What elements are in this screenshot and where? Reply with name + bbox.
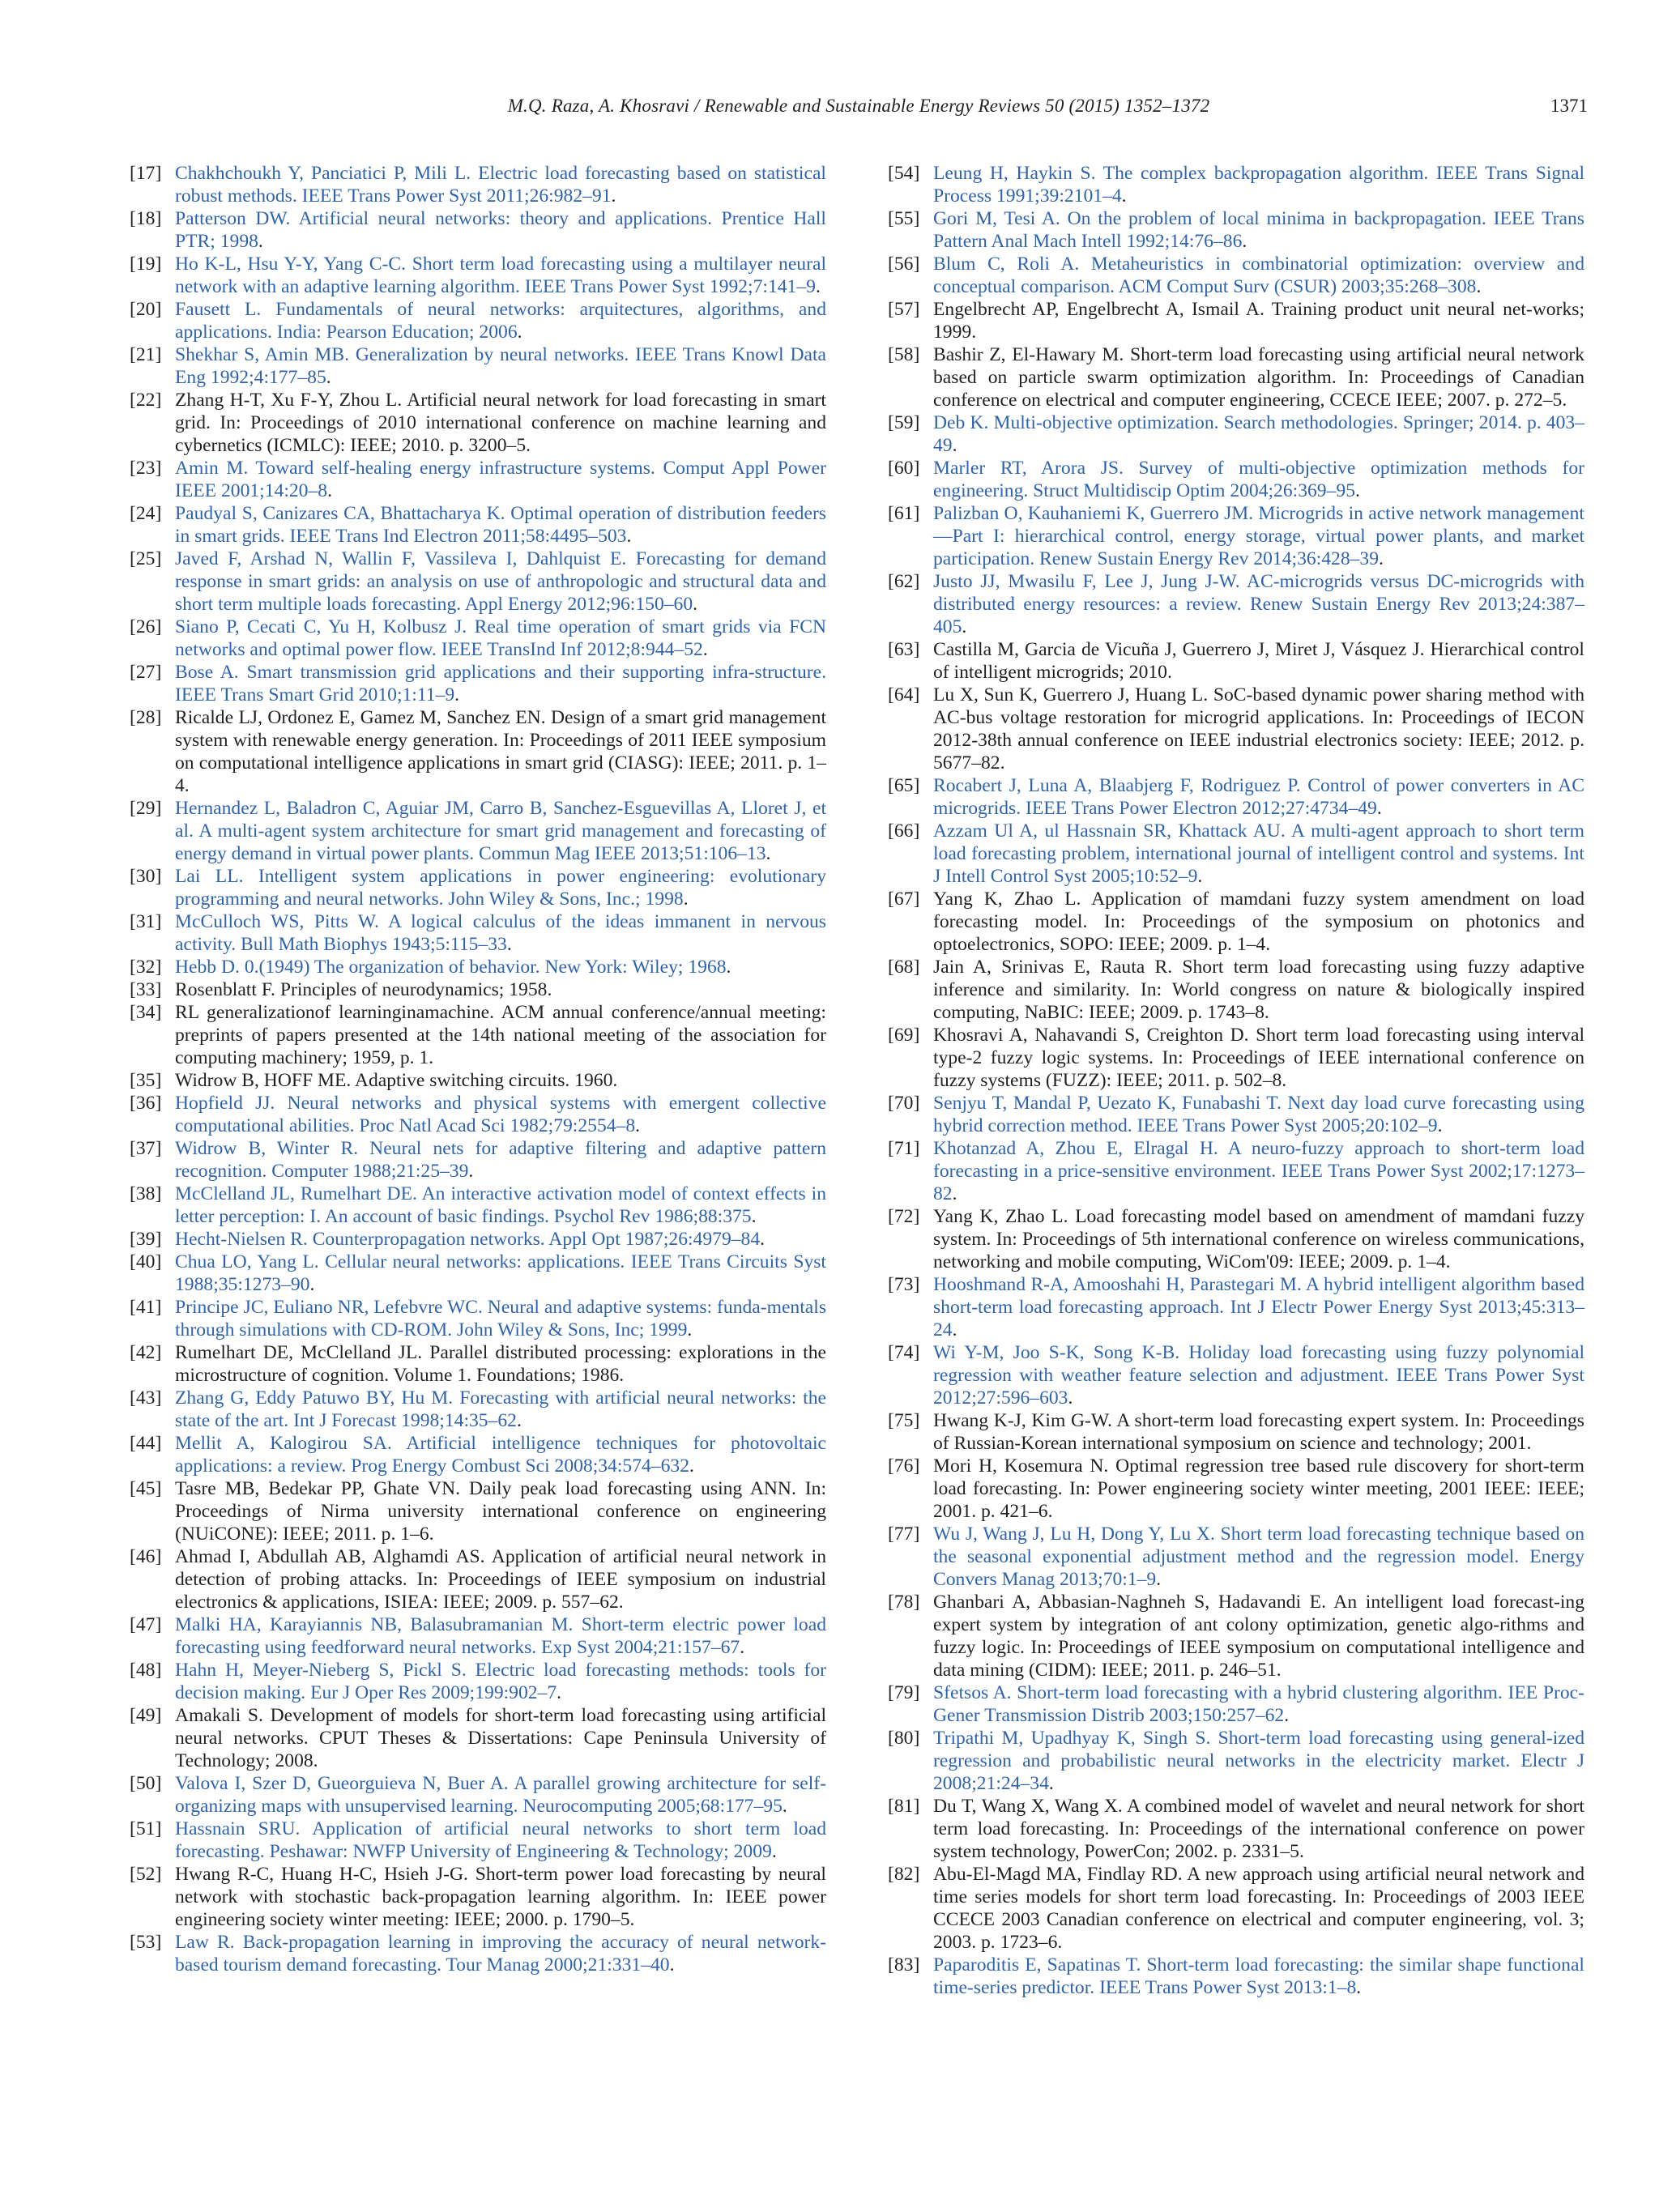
- reference-text: Tasre MB, Bedekar PP, Ghate VN. Daily peak load forecasting using ANN. In: Proceedings of Nirma university international conference on engineering (NUiCONE): IEEE; 2011. p. 1–6.: [175, 1478, 826, 1545]
- reference-item: [888, 888, 1584, 956]
- reference-number: [77]: [888, 1524, 920, 1545]
- reference-period: .: [693, 594, 698, 615]
- reference-item: [888, 684, 1584, 774]
- reference-link[interactable]: Shekhar S, Amin MB. Generalization by neural networks. IEEE Trans Knowl Data Eng 1992;4:177–85: [175, 344, 826, 388]
- reference-link[interactable]: Lai LL. Intelligent system applications in power engineering: evolutionary programming and neural networks. John Wiley & Sons, Inc.; 1998: [175, 866, 826, 910]
- reference-number: [66]: [888, 820, 920, 842]
- reference-item: [888, 638, 1584, 684]
- reference-number: [33]: [130, 979, 162, 1000]
- reference-text: RL generalizationof learninginamachine. ACM annual conference/annual meeting: preprints of papers presented at the 14th national meeting of the association for computing machinery; 1959, p. 1.: [175, 1002, 826, 1068]
- reference-period: .: [1197, 866, 1203, 887]
- reference-link[interactable]: Hecht-Nielsen R. Counterpropagation networks. Appl Opt 1987;26:4979–84: [175, 1229, 761, 1250]
- reference-period: .: [760, 1229, 766, 1250]
- reference-item: [130, 1772, 826, 1818]
- reference-link[interactable]: Blum C, Roli A. Metaheuristics in combinatorial optimization: overview and conceptual comparison. ACM Comput Surv (CSUR) 2003;35:268–308: [933, 254, 1584, 297]
- reference-period: .: [669, 1954, 675, 1975]
- reference-item: [888, 1205, 1584, 1273]
- reference-number: [58]: [888, 344, 920, 365]
- reference-link[interactable]: Wi Y-M, Joo S-K, Song K-B. Holiday load forecasting using fuzzy polynomial regression with weather feature selection and adjustment. IEEE Trans Power Syst 2012;27:596–603: [933, 1342, 1584, 1409]
- reference-number: [47]: [130, 1614, 162, 1635]
- reference-item: [130, 661, 826, 706]
- reference-text: Jain A, Srinivas E, Rauta R. Short term load forecasting using fuzzy adaptive inference and similarity. In: World congress on nature & biologically inspired computing, NaBIC: IEEE; 2009. p. 1743–8.: [933, 957, 1584, 1023]
- reference-item: [130, 1613, 826, 1659]
- reference-period: .: [611, 185, 616, 207]
- reference-item: [130, 1092, 826, 1137]
- reference-item: [130, 1296, 826, 1341]
- reference-item: [130, 207, 826, 253]
- reference-item: [130, 343, 826, 389]
- reference-text: Rosenblatt F. Principles of neurodynamics; 1958.: [175, 979, 552, 1000]
- reference-number: [51]: [130, 1818, 162, 1839]
- reference-number: [69]: [888, 1025, 920, 1046]
- reference-number: [19]: [130, 254, 162, 275]
- reference-number: [63]: [888, 639, 920, 660]
- reference-period: .: [766, 843, 771, 864]
- reference-link[interactable]: McCulloch WS, Pitts W. A logical calculus of the ideas immanent in nervous activity. Bull Math Biophys 1943;5:115–33: [175, 911, 826, 955]
- reference-item: [888, 1863, 1584, 1954]
- reference-item: [130, 298, 826, 343]
- reference-number: [55]: [888, 208, 920, 229]
- reference-link[interactable]: Bose A. Smart transmission grid applications and their supporting infra-structure. IEEE Trans Smart Grid 2010;1:11–9: [175, 662, 826, 705]
- reference-item: [130, 1659, 826, 1704]
- reference-period: .: [751, 1206, 757, 1227]
- reference-period: .: [687, 1319, 693, 1340]
- reference-item: [130, 389, 826, 457]
- reference-link[interactable]: Chakhchoukh Y, Panciatici P, Mili L. Electric load forecasting based on statistical robust methods. IEEE Trans Power Syst 2011;26:982–91: [175, 163, 826, 207]
- reference-number: [35]: [130, 1070, 162, 1091]
- reference-period: .: [683, 889, 689, 910]
- reference-text: Du T, Wang X, Wang X. A combined model of wavelet and neural network for short term load forecasting. In: Proceedings of the international conference on power system technology, PowerCon; 2002. p. 2331–5.: [933, 1796, 1584, 1862]
- reference-item: [888, 570, 1584, 638]
- reference-number: [70]: [888, 1093, 920, 1114]
- running-head-title: M.Q. Raza, A. Khosravi / Renewable and Sustainable Energy Reviews 50 (2015) 1352–1372: [507, 96, 1210, 116]
- reference-period: .: [557, 1682, 562, 1703]
- reference-link[interactable]: Patterson DW. Artificial neural networks: theory and applications. Prentice Hall PTR; 1998: [175, 208, 826, 252]
- reference-number: [37]: [130, 1138, 162, 1159]
- reference-item: [130, 1387, 826, 1432]
- reference-text: Ricalde LJ, Ordonez E, Gamez M, Sanchez EN. Design of a smart grid management system with renewable energy generation. In: Proceedings of 2011 IEEE symposium on computational intelligence applications in smart grid (CIASG): IEEE; 2011. p. 1–4.: [175, 707, 826, 796]
- reference-number: [57]: [888, 299, 920, 320]
- reference-period: .: [635, 1115, 641, 1136]
- reference-link[interactable]: Hooshmand R-A, Amooshahi H, Parastegari M. A hybrid intelligent algorithm based short-term load forecasting approach. Int J Electr Power Energy Syst 2013;45:313–24: [933, 1274, 1584, 1340]
- reference-item: [130, 797, 826, 865]
- references-left-column: [130, 162, 826, 1976]
- reference-period: .: [516, 1410, 522, 1431]
- reference-period: .: [726, 957, 731, 978]
- reference-item: [130, 978, 826, 1001]
- reference-item: [888, 1591, 1584, 1681]
- reference-period: .: [309, 1274, 315, 1295]
- reference-link[interactable]: Gori M, Tesi A. On the problem of local minima in backpropagation. IEEE Trans Pattern Anal Mach Intell 1992;14:76–86: [933, 208, 1584, 252]
- reference-number: [31]: [130, 911, 162, 932]
- reference-number: [68]: [888, 957, 920, 978]
- reference-number: [76]: [888, 1455, 920, 1477]
- reference-item: [888, 1092, 1584, 1137]
- reference-item: [888, 820, 1584, 888]
- reference-period: .: [689, 1455, 694, 1477]
- reference-number: [75]: [888, 1410, 920, 1431]
- reference-number: [50]: [130, 1773, 162, 1794]
- reference-item: [888, 162, 1584, 207]
- reference-link[interactable]: Hernandez L, Baladron C, Aguiar JM, Carro B, Sanchez-Esguevillas A, Lloret J, et al. A multi-agent system architecture for smart grid management and forecasting of energy demand in virtual power plants. Commun Mag IEEE 2013;51:106–13: [175, 798, 826, 864]
- reference-item: [888, 1455, 1584, 1523]
- reference-number: [45]: [130, 1478, 162, 1499]
- reference-item: [130, 253, 826, 298]
- reference-link[interactable]: Siano P, Cecati C, Yu H, Kolbusz J. Real time operation of smart grids via FCN networks and optimal power flow. IEEE TransInd Inf 2012;8:944–52: [175, 616, 826, 660]
- reference-text: Hwang K-J, Kim G-W. A short-term load forecasting expert system. In: Proceedings of Russian-Korean international symposium on science and technology; 2001.: [933, 1410, 1584, 1454]
- reference-link[interactable]: Hahn H, Meyer-Nieberg S, Pickl S. Electric load forecasting methods: tools for decision making. Eur J Oper Res 2009;199:902–7: [175, 1660, 826, 1703]
- reference-number: [82]: [888, 1864, 920, 1885]
- reference-number: [29]: [130, 798, 162, 819]
- reference-link[interactable]: Hebb D. 0.(1949) The organization of behavior. New York: Wiley; 1968: [175, 957, 727, 978]
- reference-link[interactable]: Tripathi M, Upadhyay K, Singh S. Short-term load forecasting using general-ized regression and probabilistic neural networks in the electricity market. Electr J 2008;21:24–34: [933, 1728, 1584, 1794]
- reference-number: [52]: [130, 1864, 162, 1885]
- reference-text: Zhang H-T, Xu F-Y, Zhou L. Artificial neural network for load forecasting in smart grid. In: Proceedings of 2010 international conference on machine learning and cybernetics (ICMLC): IEEE; 2010. p. 3200–5.: [175, 390, 826, 456]
- reference-period: .: [258, 231, 263, 252]
- reference-item: [130, 910, 826, 956]
- reference-link[interactable]: Khotanzad A, Zhou E, Elragal H. A neuro-fuzzy approach to short-term load forecasting in a price-sensitive environment. IEEE Trans Power Syst 2002;17:1273–82: [933, 1138, 1584, 1204]
- reference-text: Yang K, Zhao L. Application of mamdani fuzzy system amendment on load forecasting model. In: Proceedings of the symposium on photonics and optoelectronics, SOPO: IEEE; 2009. p. 1–4.: [933, 889, 1584, 955]
- reference-text: Abu-El-Magd MA, Findlay RD. A new approach using artificial neural network and time series models for short term load forecasting. In: Proceedings of 2003 IEEE CCECE 2003 Canadian conference on electrical and computer engineering, vol. 3; 2003. p. 1723–6.: [933, 1864, 1584, 1953]
- reference-item: [130, 1183, 826, 1228]
- reference-period: .: [740, 1637, 745, 1658]
- reference-link[interactable]: Amin M. Toward self-healing energy infrastructure systems. Comput Appl Power IEEE 2001;14:20–8: [175, 458, 826, 501]
- reference-number: [18]: [130, 208, 162, 229]
- reference-item: [130, 865, 826, 910]
- reference-link[interactable]: Leung H, Haykin S. The complex backpropagation algorithm. IEEE Trans Signal Process 1991;39:2101–4: [933, 163, 1584, 207]
- reference-item: [130, 1251, 826, 1296]
- reference-link[interactable]: Widrow B, Winter R. Neural nets for adaptive filtering and adaptive pattern recognition. Computer 1988;21:25–39: [175, 1138, 826, 1182]
- reference-number: [17]: [130, 163, 162, 184]
- reference-item: [888, 343, 1584, 411]
- reference-number: [78]: [888, 1592, 920, 1613]
- reference-item: [888, 1024, 1584, 1092]
- reference-item: [130, 162, 826, 207]
- reference-number: [54]: [888, 163, 920, 184]
- reference-item: [888, 1954, 1584, 1999]
- reference-item: [130, 956, 826, 978]
- page-number: 1371: [1550, 96, 1588, 116]
- reference-number: [27]: [130, 662, 162, 683]
- reference-period: .: [327, 480, 332, 501]
- reference-number: [64]: [888, 684, 920, 705]
- reference-text: Widrow B, HOFF ME. Adaptive switching circuits. 1960.: [175, 1070, 618, 1091]
- reference-item: [888, 956, 1584, 1024]
- reference-period: .: [952, 1319, 957, 1340]
- reference-link[interactable]: Law R. Back-propagation learning in improving the accuracy of neural network-based tourism demand forecasting. Tour Manag 2000;21:331–40: [175, 1932, 826, 1975]
- reference-number: [28]: [130, 707, 162, 728]
- reference-item: [888, 1137, 1584, 1205]
- reference-item: [130, 1545, 826, 1613]
- reference-number: [61]: [888, 503, 920, 524]
- reference-item: [888, 1727, 1584, 1795]
- reference-link[interactable]: Rocabert J, Luna A, Blaabjerg F, Rodriguez P. Control of power converters in AC microgrids. IEEE Trans Power Electron 2012;27:4734–49: [933, 775, 1584, 819]
- reference-text: Engelbrecht AP, Engelbrecht A, Ismail A. Training product unit neural net-works; 1999.: [933, 299, 1584, 343]
- reference-text: Hwang R-C, Huang H-C, Hsieh J-G. Short-term power load forecasting by neural network with stochastic back-propagation learning algorithm. In: IEEE power engineering society winter meeting: IEEE; 2000. p. 1790–5.: [175, 1864, 826, 1930]
- reference-number: [22]: [130, 390, 162, 411]
- reference-number: [40]: [130, 1251, 162, 1272]
- reference-number: [43]: [130, 1387, 162, 1409]
- reference-link[interactable]: Mellit A, Kalogirou SA. Artificial intelligence techniques for photovoltaic applications: a review. Prog Energy Combust Sci 2008;34:574–632: [175, 1433, 826, 1477]
- reference-link[interactable]: Javed F, Arshad N, Wallin F, Vassileva I, Dahlquist E. Forecasting for demand response in smart grids: an analysis on use of anthropologic and structural data and short term multiple loads forecasting. Appl Energy 2012;96:150–60: [175, 548, 826, 615]
- reference-text: Ahmad I, Abdullah AB, Alghamdi AS. Application of artificial neural network in detection of probing attacks. In: Proceedings of IEEE symposium on industrial electronics & applications, ISIEA: IEEE; 2009. p. 557–62.: [175, 1546, 826, 1613]
- reference-item: [888, 1341, 1584, 1409]
- reference-number: [79]: [888, 1682, 920, 1703]
- reference-item: [888, 1523, 1584, 1591]
- reference-link[interactable]: Zhang G, Eddy Patuwo BY, Hu M. Forecasting with artificial neural networks: the state of the art. Int J Forecast 1998;14:35–62: [175, 1387, 826, 1431]
- reference-period: .: [1476, 276, 1482, 297]
- reference-number: [83]: [888, 1954, 920, 1975]
- reference-item: [130, 1704, 826, 1772]
- reference-period: .: [1376, 798, 1382, 819]
- reference-period: .: [1242, 231, 1247, 252]
- reference-number: [48]: [130, 1660, 162, 1681]
- reference-link[interactable]: Deb K. Multi-objective optimization. Search methodologies. Springer; 2014. p. 403–49: [933, 412, 1584, 456]
- reference-number: [81]: [888, 1796, 920, 1817]
- reference-link[interactable]: Hassnain SRU. Application of artificial neural networks to short term load forecasting. Peshawar: NWFP University of Engineering & Technology; 2009: [175, 1818, 826, 1862]
- reference-period: .: [1048, 1773, 1054, 1794]
- reference-number: [62]: [888, 571, 920, 592]
- reference-period: .: [1355, 480, 1360, 501]
- reference-number: [56]: [888, 254, 920, 275]
- reference-period: .: [702, 639, 708, 660]
- reference-item: [130, 1931, 826, 1976]
- reference-number: [71]: [888, 1138, 920, 1159]
- reference-link[interactable]: Marler RT, Arora JS. Survey of multi-objective optimization methods for engineering. Struct Multidiscip Optim 2004;26:369–95: [933, 458, 1584, 501]
- reference-link[interactable]: Justo JJ, Mwasilu F, Lee J, Jung J-W. AC-microgrids versus DC-microgrids with distributed energy resources: a review. Renew Sustain Energy Rev 2013;24:387–405: [933, 571, 1584, 637]
- reference-number: [38]: [130, 1183, 162, 1204]
- reference-period: .: [326, 367, 331, 388]
- reference-item: [888, 253, 1584, 298]
- reference-link[interactable]: Fausett L. Fundamentals of neural networks: arquitectures, algorithms, and applications. India: Pearson Education; 2006: [175, 299, 826, 343]
- reference-item: [888, 298, 1584, 343]
- reference-link[interactable]: Valova I, Szer D, Gueorguieva N, Buer A. A parallel growing architecture for self-organizing maps with unsupervised learning. Neurocomputing 2005;68:177–95: [175, 1773, 826, 1817]
- reference-period: .: [1121, 185, 1127, 207]
- reference-number: [34]: [130, 1002, 162, 1023]
- reference-text: Amakali S. Development of models for short-term load forecasting using artificial neural networks. CPUT Theses & Dissertations: Cape Peninsula University of Technology; 2008.: [175, 1705, 826, 1771]
- reference-number: [41]: [130, 1297, 162, 1318]
- reference-item: [130, 502, 826, 548]
- reference-link[interactable]: Ho K-L, Hsu Y-Y, Yang C-C. Short term load forecasting using a multilayer neural network with an adaptive learning algorithm. IEEE Trans Power Syst 1992;7:141–9: [175, 254, 826, 297]
- reference-period: .: [626, 526, 632, 547]
- reference-item: [888, 1795, 1584, 1863]
- reference-item: [130, 616, 826, 661]
- reference-number: [42]: [130, 1342, 162, 1363]
- reference-number: [21]: [130, 344, 162, 365]
- reference-period: .: [1156, 1569, 1162, 1590]
- reference-period: .: [468, 1161, 474, 1182]
- reference-number: [65]: [888, 775, 920, 796]
- reference-link[interactable]: Hopfield JJ. Neural networks and physical systems with emergent collective computational abilities. Proc Natl Acad Sci 1982;79:2554–8: [175, 1093, 826, 1136]
- reference-period: .: [952, 1183, 957, 1204]
- reference-item: [888, 457, 1584, 502]
- reference-number: [26]: [130, 616, 162, 637]
- reference-item: [130, 1069, 826, 1092]
- reference-item: [130, 706, 826, 797]
- reference-number: [23]: [130, 458, 162, 479]
- references-right-column: [888, 162, 1584, 1999]
- reference-item: [130, 548, 826, 616]
- reference-link[interactable]: Malki HA, Karayiannis NB, Balasubramanian M. Short-term electric power load forecasting using feedforward neural networks. Exp Syst 2004;21:157–67: [175, 1614, 826, 1658]
- reference-link[interactable]: Senjyu T, Mandal P, Uezato K, Funabashi T. Next day load curve forecasting using hybrid correction method. IEEE Trans Power Syst 2005;20:102–9: [933, 1093, 1584, 1136]
- reference-text: Khosravi A, Nahavandi S, Creighton D. Short term load forecasting using interval type-2 fuzzy logic systems. In: Proceedings of IEEE international conference on fuzzy systems (FUZZ): IEEE; 2011. p. 502–8.: [933, 1025, 1584, 1091]
- reference-link[interactable]: Azzam Ul A, ul Hassnain SR, Khattack AU. A multi-agent approach to short term load forecasting problem, international journal of intelligent control and systems. Int J Intell Control Syst 2005;10:52–9: [933, 820, 1584, 887]
- reference-link[interactable]: Chua LO, Yang L. Cellular neural networks: applications. IEEE Trans Circuits Syst 1988;35:1273–90: [175, 1251, 826, 1295]
- reference-text: Ghanbari A, Abbasian-Naghneh S, Hadavandi E. An intelligent load forecast-ing expert system by integration of ant colony optimization, genetic algo-rithms and fuzzy logic. In: Proceedings of IEEE symposium on computational intelligence and data mining (CIDM): IEEE; 2011. p. 246–51.: [933, 1592, 1584, 1681]
- reference-number: [39]: [130, 1229, 162, 1250]
- reference-item: [130, 457, 826, 502]
- reference-number: [59]: [888, 412, 920, 433]
- reference-text: Rumelhart DE, McClelland JL. Parallel distributed processing: explorations in the microstructure of cognition. Volume 1. Foundations; 1986.: [175, 1342, 826, 1386]
- reference-item: [888, 411, 1584, 457]
- running-head: [130, 96, 1588, 128]
- reference-number: [44]: [130, 1433, 162, 1454]
- reference-number: [36]: [130, 1093, 162, 1114]
- reference-link[interactable]: Paudyal S, Canizares CA, Bhattacharya K. Optimal operation of distribution feeders in smart grids. IEEE Trans Ind Electron 2011;58:4495–503: [175, 503, 826, 547]
- reference-period: .: [517, 322, 522, 343]
- reference-number: [30]: [130, 866, 162, 887]
- reference-number: [24]: [130, 503, 162, 524]
- reference-link[interactable]: McClelland JL, Rumelhart DE. An interactive activation model of context effects in letter perception: I. An account of basic findings. Psychol Rev 1986;88:375: [175, 1183, 826, 1227]
- reference-item: [130, 1228, 826, 1251]
- reference-item: [888, 1273, 1584, 1341]
- reference-number: [80]: [888, 1728, 920, 1749]
- reference-item: [888, 502, 1584, 570]
- reference-link[interactable]: Wu J, Wang J, Lu H, Dong Y, Lu X. Short term load forecasting technique based on the seasonal exponential adjustment method and the regression model. Energy Convers Manag 2013;70:1–9: [933, 1524, 1584, 1590]
- reference-number: [20]: [130, 299, 162, 320]
- reference-number: [67]: [888, 889, 920, 910]
- reference-period: .: [1068, 1387, 1073, 1409]
- reference-number: [25]: [130, 548, 162, 569]
- reference-period: .: [952, 435, 957, 456]
- reference-item: [130, 1477, 826, 1545]
- reference-period: .: [506, 934, 512, 955]
- reference-text: Lu X, Sun K, Guerrero J, Huang L. SoC-based dynamic power sharing method with AC-bus voltage restoration for microgrid applications. In: Proceedings of IECON 2012-38th annual conference on IEEE industrial electronics society: IEEE; 2012. p. 5677–82.: [933, 684, 1584, 774]
- reference-item: [888, 1409, 1584, 1455]
- reference-period: .: [771, 1841, 777, 1862]
- reference-item: [888, 207, 1584, 253]
- reference-text: Castilla M, Garcia de Vicuña J, Guerrero J, Miret J, Vásquez J. Hierarchical control of intelligent microgrids; 2010.: [933, 639, 1584, 683]
- reference-item: [130, 1818, 826, 1863]
- reference-number: [49]: [130, 1705, 162, 1726]
- reference-text: Yang K, Zhao L. Load forecasting model based on amendment of mamdani fuzzy system. In: Proceedings of 5th international conference on wireless communications, networking and mobile computing, WiCom'09: IEEE; 2009. p. 1–4.: [933, 1206, 1584, 1272]
- reference-item: [130, 1137, 826, 1183]
- reference-period: .: [1284, 1705, 1290, 1726]
- reference-number: [72]: [888, 1206, 920, 1227]
- reference-item: [130, 1432, 826, 1477]
- reference-period: .: [1437, 1115, 1443, 1136]
- reference-period: .: [1379, 548, 1384, 569]
- reference-text: Bashir Z, El-Hawary M. Short-term load forecasting using artificial neural network based on particle swarm optimization algorithm. In: Proceedings of Canadian conference on electrical and computer engineering, CCECE IEEE; 2007. p. 272–5.: [933, 344, 1584, 411]
- reference-text: Mori H, Kosemura N. Optimal regression tree based rule discovery for short-term load forecasting. In: Power engineering society winter meeting, 2001 IEEE: IEEE; 2001. p. 421–6.: [933, 1455, 1584, 1522]
- reference-item: [888, 1681, 1584, 1727]
- reference-number: [53]: [130, 1932, 162, 1953]
- reference-link[interactable]: Sfetsos A. Short-term load forecasting with a hybrid clustering algorithm. IEE Proc-Gener Transmission Distrib 2003;150:257–62: [933, 1682, 1584, 1726]
- reference-period: .: [1356, 1977, 1362, 1998]
- reference-period: .: [782, 1796, 787, 1817]
- reference-item: [130, 1001, 826, 1069]
- reference-item: [130, 1863, 826, 1931]
- reference-number: [60]: [888, 458, 920, 479]
- reference-period: .: [815, 276, 821, 297]
- reference-item: [130, 1341, 826, 1387]
- reference-item: [888, 774, 1584, 820]
- reference-link[interactable]: Principe JC, Euliano NR, Lefebvre WC. Neural and adaptive systems: funda-mentals through simulations with CD-ROM. John Wiley & Sons, Inc; 1999: [175, 1297, 826, 1340]
- reference-period: .: [962, 616, 967, 637]
- reference-number: [46]: [130, 1546, 162, 1567]
- reference-period: .: [454, 684, 460, 705]
- reference-number: [73]: [888, 1274, 920, 1295]
- reference-number: [74]: [888, 1342, 920, 1363]
- reference-link[interactable]: Paparoditis E, Sapatinas T. Short-term load forecasting: the similar shape functional time-series predictor. IEEE Trans Power Syst 2013:1–8: [933, 1954, 1584, 1998]
- reference-number: [32]: [130, 957, 162, 978]
- reference-link[interactable]: Palizban O, Kauhaniemi K, Guerrero JM. Microgrids in active network management—Part I: hierarchical control, energy storage, virtual power plants, and market participation. Renew Sustain Energy Rev 2014;36:428–39: [933, 503, 1584, 569]
